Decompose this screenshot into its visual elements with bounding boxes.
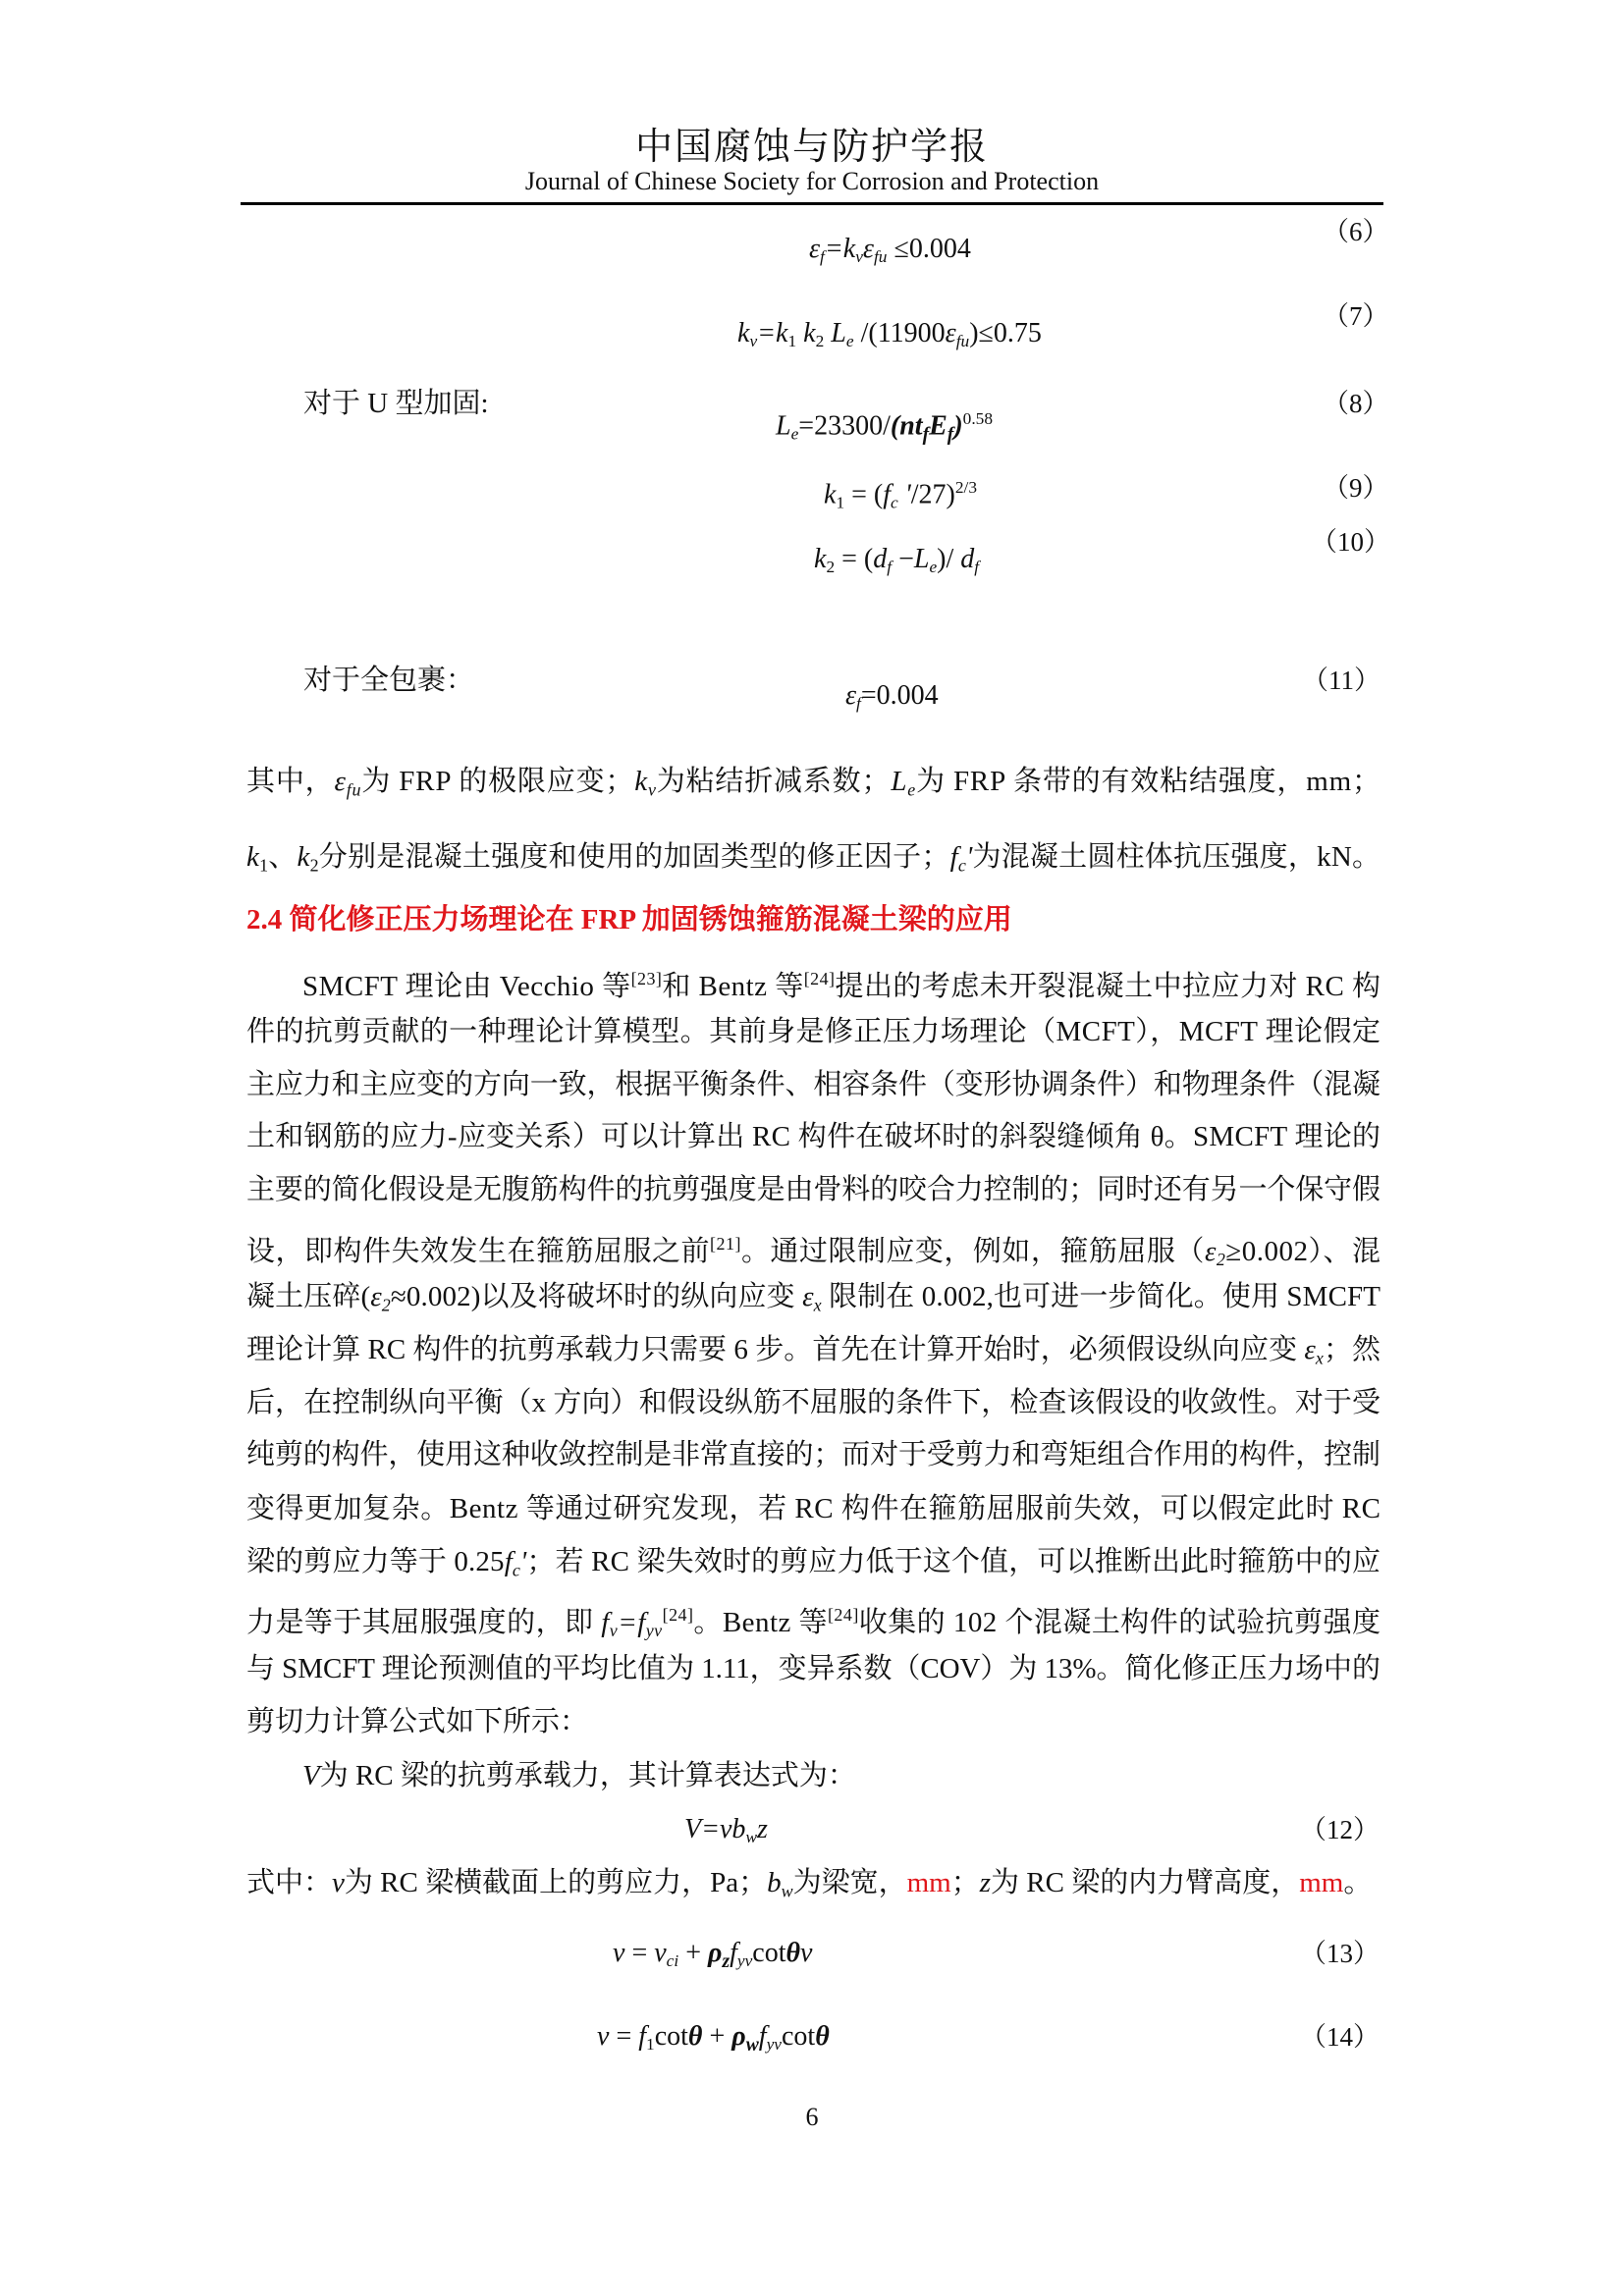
where-line <box>246 1863 1380 1902</box>
text-run: ρ <box>708 1938 723 1968</box>
text-run: ≥0.002）、混 <box>1225 1235 1381 1267</box>
text-run: 剪切力计算公式如下所示： <box>246 1706 589 1737</box>
text-run: ε <box>1304 1334 1316 1365</box>
paragraph-line <box>246 1117 1380 1156</box>
text-run: 2 <box>826 558 836 577</box>
equation-12 <box>684 1812 768 1855</box>
equation-7 <box>737 316 1042 359</box>
paragraph-line <box>246 1383 1380 1422</box>
text-run: k <box>246 841 260 873</box>
equation-14 <box>597 2019 830 2063</box>
text-run: 1 <box>836 493 845 512</box>
text-run: )≤0.75 <box>969 318 1042 348</box>
text-run: 力是等于其屈服强度的，即 <box>246 1606 602 1638</box>
text-run: ε <box>862 234 874 264</box>
citation-or-superscript: [24] <box>803 969 836 988</box>
text-run: f <box>758 2021 767 2052</box>
text-run: v <box>749 332 758 351</box>
text-run: 2 <box>815 332 825 351</box>
text-run: ； <box>950 1867 980 1898</box>
text-run: 2 <box>381 1295 391 1315</box>
text-run: 凝土压碎( <box>246 1281 371 1312</box>
text-run: (nt <box>890 410 923 442</box>
text-run: fu <box>873 247 888 267</box>
text-run: ε <box>370 1281 382 1312</box>
text-run: = <box>609 2021 639 2052</box>
text-run: 件的抗剪贡献的一种理论计算模型。其前身是修正压力场理论（MCFT），MCFT 理论假定 <box>246 1016 1381 1047</box>
text-run: v <box>654 1938 667 1968</box>
text-run: e <box>907 779 917 800</box>
text-run: 收集的 102 个混凝土构件的试验抗剪强度 <box>858 1606 1381 1638</box>
label-u-type: 对于 U 型加固: <box>303 388 489 419</box>
equation-number-12: （12） <box>1300 1815 1380 1844</box>
text-run: /27) <box>910 479 955 510</box>
text-run: 为 FRP 的极限应变； <box>361 766 635 797</box>
text-run: ε <box>809 234 821 264</box>
text-run: v <box>332 1867 345 1898</box>
text-run: 2 <box>309 855 319 876</box>
text-run: V=vb <box>684 1814 746 1844</box>
text-run: ) <box>953 410 963 442</box>
text-run: L <box>891 766 908 797</box>
journal-title: 中国腐蚀与防护学报 <box>634 127 989 168</box>
paragraph-line <box>246 1012 1380 1051</box>
text-run: ρ <box>731 2021 746 2052</box>
header-rule <box>241 202 1383 205</box>
text-run: f <box>887 558 893 577</box>
text-run: yv <box>645 1621 663 1641</box>
text-run: mm <box>1299 1867 1344 1898</box>
text-run: ε <box>802 1281 814 1312</box>
text-run: f <box>730 1938 737 1968</box>
citation-or-superscript: [24] <box>827 1605 859 1625</box>
text-run: 其中， <box>246 766 335 797</box>
equation-8 <box>776 401 993 453</box>
text-run: 为 RC 梁的内力臂高度， <box>991 1867 1300 1898</box>
text-run: 式中： <box>246 1867 333 1898</box>
equation-6 <box>809 232 971 275</box>
text-run: yv <box>766 2035 782 2055</box>
text-run: d <box>873 544 888 574</box>
text-run: 与 SMCFT 理论预测值的平均比值为 1.11，变异系数（COV）为 13%。简化修正压力场中的 <box>246 1653 1380 1684</box>
text-run: 为粘结折减系数； <box>656 766 892 797</box>
text-run: =f <box>618 1606 646 1638</box>
text-run: e <box>845 332 854 351</box>
text-run: x <box>1315 1348 1324 1368</box>
text-run: f <box>504 1546 513 1577</box>
text-run: − <box>892 544 914 574</box>
paragraph-line <box>246 1065 1380 1104</box>
text-run: ε <box>1204 1235 1217 1267</box>
text-run: + <box>702 2021 732 2052</box>
equation-10 <box>814 542 979 585</box>
text-run: θ <box>815 2021 830 2052</box>
text-run: )/ <box>937 544 961 574</box>
text-run: v <box>597 2021 610 2052</box>
text-run: z <box>757 1814 768 1844</box>
text-run: z <box>722 1950 731 1972</box>
v-intro-line <box>302 1756 1380 1795</box>
text-run: V <box>302 1760 320 1791</box>
text-run: 、 <box>268 841 298 873</box>
paragraph-line <box>246 1277 1380 1316</box>
text-run: 2 <box>1216 1250 1226 1270</box>
paragraph-line <box>302 959 1381 1002</box>
text-run: f <box>638 2021 647 2052</box>
text-run: d <box>960 544 975 574</box>
text-run: 为 RC 梁横截面上的剪应力，Pa； <box>344 1867 768 1898</box>
text-run: L <box>776 410 791 442</box>
text-run: ' <box>520 1546 527 1577</box>
text-run: /(11900 <box>853 318 946 348</box>
text-run: ≤0.004 <box>887 234 971 264</box>
text-run: f <box>856 694 861 714</box>
label-full-wrap: 对于全包裹： <box>303 665 475 696</box>
text-run: k <box>814 544 827 574</box>
paragraph-line <box>246 1224 1381 1270</box>
text-run: 为混凝土圆柱体抗压强度，kN。 <box>972 841 1381 873</box>
text-run: 为 RC 梁的抗剪承载力，其计算表达式为： <box>319 1760 856 1791</box>
text-run: k <box>796 318 816 348</box>
text-run: ' <box>897 479 911 510</box>
text-run: 为 FRP 条带的有效粘结强度，mm； <box>916 766 1381 797</box>
text-run: e <box>790 424 799 444</box>
text-run: v <box>800 1938 813 1968</box>
paragraph-line <box>246 1595 1381 1641</box>
text-run: z <box>979 1867 992 1898</box>
equation-9 <box>824 470 977 521</box>
text-run: ε <box>945 318 956 348</box>
text-run: w <box>745 1828 758 1847</box>
text-run: v <box>609 1621 619 1641</box>
equation-13 <box>613 1936 812 1980</box>
text-run: cot <box>654 2021 688 2052</box>
journal-subtitle: Journal of Chinese Society for Corrosion and Protection <box>524 167 1100 195</box>
text-run: k <box>737 318 750 348</box>
citation-or-superscript: [21] <box>710 1234 741 1254</box>
text-run: 为梁宽， <box>792 1867 907 1898</box>
equation-number-9: （9） <box>1323 473 1389 503</box>
text-run: w <box>745 2034 759 2056</box>
text-run: =23300/ <box>798 410 891 442</box>
citation-or-superscript: 0.58 <box>962 409 994 428</box>
text-run: f <box>947 424 954 446</box>
definition-line <box>246 762 1380 801</box>
text-run: =0.004 <box>860 680 939 711</box>
text-run: f <box>949 841 958 873</box>
text-run: x <box>813 1295 822 1315</box>
citation-or-superscript: [24] <box>662 1605 694 1625</box>
paragraph-line <box>246 1649 1380 1688</box>
text-run: 主应力和主应变的方向一致，根据平衡条件、相容条件（变形协调条件）和物理条件（混凝 <box>246 1069 1380 1100</box>
text-run: 1 <box>787 332 797 351</box>
equation-number-13: （13） <box>1300 1939 1380 1968</box>
text-run: 提出的考虑未开裂混凝土中拉应力对 RC 构 <box>835 970 1381 1002</box>
text-run: ε <box>845 680 857 711</box>
text-run: θ <box>687 2021 703 2052</box>
text-run: f <box>922 424 930 446</box>
equation-number-10: （10） <box>1311 527 1390 557</box>
equation-number-6: （6） <box>1323 217 1389 246</box>
page-number: 6 <box>805 2103 819 2131</box>
text-run: =k <box>824 234 856 264</box>
paragraph-line <box>246 1435 1380 1474</box>
text-run: 理论计算 RC 构件的抗剪承载力只需要 6 步。首先在计算开始时，必须假设纵向应变 <box>246 1334 1305 1365</box>
equation-number-14: （14） <box>1300 2022 1380 2052</box>
text-run: 限制在 0.002,也可进一步简化。使用 SMCFT <box>821 1281 1381 1312</box>
text-run: w <box>781 1881 793 1901</box>
text-run: 设，即构件失效发生在箍筋屈服之前 <box>246 1235 710 1267</box>
paragraph-line <box>246 1489 1380 1528</box>
text-run: k <box>297 841 310 873</box>
paragraph-line <box>246 1542 1380 1581</box>
text-run: 和 Bentz 等 <box>662 970 804 1002</box>
text-run: k <box>824 479 837 510</box>
text-run: ；然 <box>1323 1334 1381 1365</box>
text-run: = ( <box>844 479 884 510</box>
text-run: 1 <box>646 2035 655 2055</box>
text-run: L <box>913 544 930 574</box>
citation-or-superscript: 2/3 <box>954 478 978 497</box>
text-run: 1 <box>259 855 269 876</box>
text-run: cot <box>781 2021 816 2052</box>
text-run: =k <box>757 318 788 348</box>
text-run: e <box>929 558 938 577</box>
text-run: 后，在控制纵向平衡（x 方向）和假设纵筋不屈服的条件下，检查该假设的收敛性。对于受 <box>246 1387 1381 1418</box>
text-run: 主要的简化假设是无腹筋构件的抗剪强度是由骨料的咬合力控制的；同时还有另一个保守假 <box>246 1174 1380 1205</box>
text-run: 变得更加复杂。Bentz 等通过研究发现，若 RC 构件在箍筋屈服前失效，可以假定此时 RC <box>246 1493 1381 1524</box>
text-run: ；若 RC 梁失效时的剪应力低于这个值，可以推断出此时箍筋中的应 <box>526 1546 1381 1577</box>
text-run: f <box>883 479 892 510</box>
text-run: f <box>601 1606 610 1638</box>
text-run: ε <box>334 766 347 797</box>
text-run: SMCFT 理论由 Vecchio 等 <box>302 970 631 1002</box>
text-run: 纯剪的构件，使用这种收敛控制是非常直接的；而对于受剪力和弯矩组合作用的构件，控制 <box>246 1439 1380 1470</box>
equation-number-8: （8） <box>1323 389 1389 418</box>
text-run: b <box>767 1867 782 1898</box>
section-heading: 2.4 简化修正压力场理论在 FRP 加固锈蚀箍筋混凝土梁的应用 <box>246 904 1012 935</box>
paragraph-line <box>246 1170 1380 1209</box>
text-run: cot <box>752 1938 786 1968</box>
text-run: k <box>634 766 648 797</box>
text-run: v <box>613 1938 625 1968</box>
text-run: fu <box>955 332 970 351</box>
text-run: L <box>824 318 846 348</box>
text-run: ≈0.002)以及将破坏时的纵向应变 <box>390 1281 803 1312</box>
text-run: f <box>820 247 825 267</box>
text-run: fu <box>346 779 362 800</box>
text-run: = ( <box>835 544 874 574</box>
text-run: 。通过限制应变，例如，箍筋屈服（ <box>740 1235 1205 1267</box>
text-run: θ <box>785 1938 801 1968</box>
text-run: 。Bentz 等 <box>693 1606 828 1638</box>
text-run: 土和钢筋的应力-应变关系）可以计算出 RC 构件在破坏时的斜裂缝倾角 θ。SMCFT 理论的 <box>246 1121 1381 1152</box>
text-run: 。 <box>1343 1867 1373 1898</box>
text-run: 分别是混凝土强度和使用的加固类型的修正因子； <box>318 841 950 873</box>
citation-or-superscript: [23] <box>630 969 663 988</box>
definition-line <box>246 837 1380 877</box>
text-run: ci <box>666 1951 679 1971</box>
text-run: v <box>855 247 863 267</box>
equation-number-7: （7） <box>1323 301 1389 331</box>
equation-11 <box>845 678 939 721</box>
text-run: E <box>929 410 947 442</box>
text-run: c <box>512 1560 521 1580</box>
text-run: f <box>974 558 980 577</box>
text-run: = <box>624 1938 655 1968</box>
text-run: + <box>678 1938 708 1968</box>
paragraph-line <box>246 1702 1380 1741</box>
text-run: 梁的剪应力等于 0.25 <box>246 1546 505 1577</box>
text-run: yv <box>736 1951 753 1971</box>
text-run: c <box>891 493 898 512</box>
equation-number-11: （11） <box>1302 666 1380 695</box>
text-run: c <box>957 855 967 876</box>
text-run: v <box>647 779 657 800</box>
paragraph-line <box>246 1330 1380 1369</box>
text-run: mm <box>906 1867 951 1898</box>
text-run: ' <box>966 841 973 873</box>
